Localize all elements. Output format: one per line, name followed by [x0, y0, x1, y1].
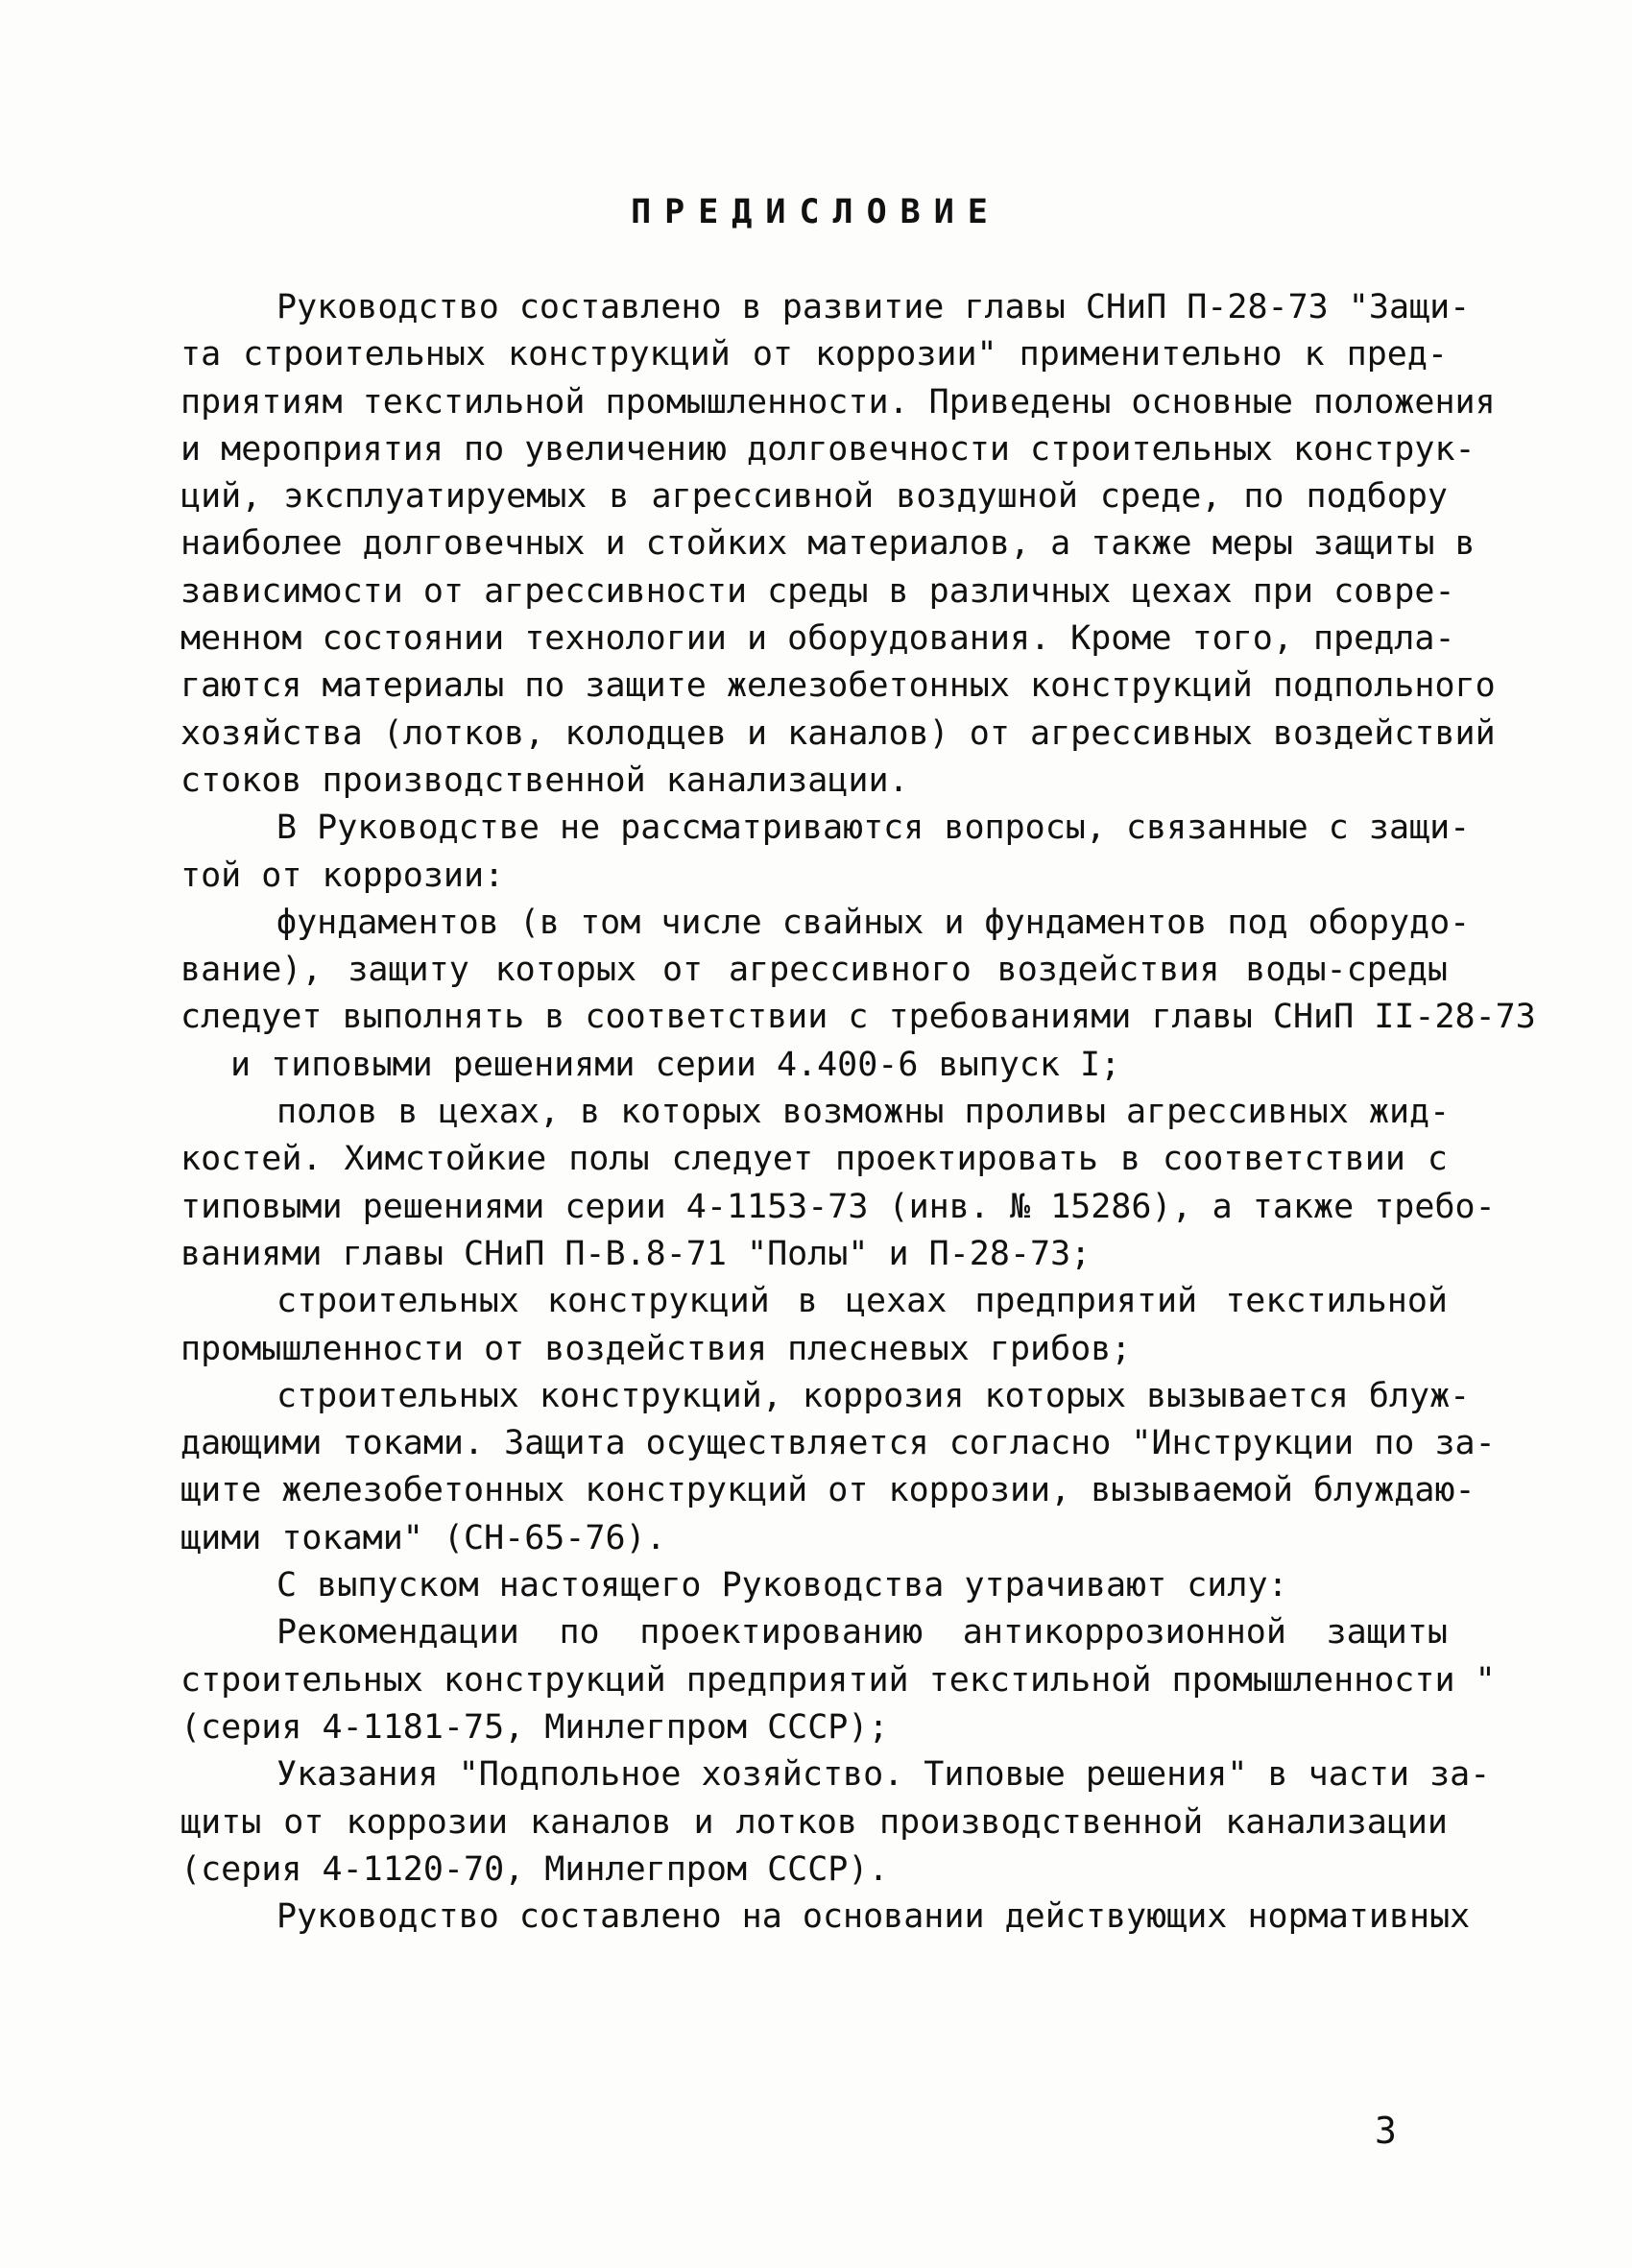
text-line: ваниями главы СНиП П-В.8-71 "Полы" и П-28-73;: [180, 1234, 1092, 1273]
text-line: (серия 4-1120-70, Минлегпром СССР).: [180, 1849, 889, 1889]
text-line: следует выполнять в соответствии с требованиями главы СНиП II-28-73: [180, 998, 1536, 1037]
text-line: Руководство составлено на основании действующих нормативных: [276, 1897, 1471, 1937]
text-line: щими токами" (СН-65-76).: [180, 1518, 666, 1557]
text-line: наиболее долговечных и стойких материалов, а также меры защиты в: [180, 524, 1476, 564]
text-line: щиты от коррозии каналов и лотков производственной канализации: [180, 1802, 1448, 1842]
text-line: промышленности от воздействия плесневых грибов;: [180, 1329, 1132, 1368]
text-line: (серия 4-1181-75, Минлегпром СССР);: [180, 1707, 889, 1747]
text-line: та строительных конструкций от коррозии" применительно к пред-: [180, 335, 1448, 374]
page-title: ПРЕДИСЛОВИЕ: [631, 193, 1001, 231]
text-line: ций, эксплуатируемых в агрессивной воздушной среде, по подбору: [180, 477, 1448, 517]
text-line: той от коррозии:: [180, 856, 505, 895]
text-line: Руководство составлено в развитие главы СНиП П-28-73 "Защи-: [276, 288, 1471, 326]
text-line: щите железобетонных конструкций от коррозии, вызываемой блуждаю-: [180, 1471, 1476, 1510]
text-line: типовыми решениями серии 4-1153-73 (инв. № 15286), а также требо-: [180, 1187, 1496, 1226]
body-text: [180, 284, 1536, 1941]
text-line: В Руководстве не рассматриваются вопросы, связанные с защи-: [276, 808, 1471, 848]
text-line: строительных конструкций в цехах предприятий текстильной: [276, 1282, 1448, 1321]
page-number: 3: [1375, 2110, 1397, 2152]
text-line: строительных конструкций предприятий текстильной промышленности ": [180, 1660, 1496, 1700]
text-line: Рекомендации по проектированию антикоррозионной защиты: [276, 1613, 1448, 1653]
text-line: костей. Химстойкие полы следует проектировать в соответствии с: [180, 1140, 1448, 1179]
text-line: приятиям текстильной промышленности. Приведены основные положения: [180, 382, 1496, 422]
text-line: и мероприятия по увеличению долговечности строительных конструк-: [180, 429, 1476, 469]
text-line: хозяйства (лотков, колодцев и каналов) от агрессивных воздействий: [180, 713, 1496, 753]
text-line: С выпуском настоящего Руководства утрачивают силу:: [276, 1566, 1288, 1605]
text-line: строительных конструкций, коррозия которых вызывается блуж-: [276, 1376, 1471, 1415]
text-line: стоков производственной канализации.: [180, 760, 909, 800]
text-line: дающими токами. Защита осуществляется согласно "Инструкции по за-: [180, 1424, 1496, 1463]
text-line: зависимости от агрессивности среды в различных цехах при совре-: [180, 571, 1455, 611]
text-line: фундаментов (в том числе свайных и фундаментов под оборудо-: [276, 903, 1471, 942]
text-line: полов в цехах, в которых возможны проливы агрессивных жид-: [276, 1093, 1451, 1132]
text-line: вание), защиту которых от агрессивного воздействия воды-среды: [180, 951, 1448, 990]
text-line: гаются материалы по защите железобетонных конструкций подпольного: [180, 666, 1496, 706]
text-line: менном состоянии технологии и оборудования. Кроме того, предла-: [180, 619, 1455, 659]
text-line: Указания "Подпольное хозяйство. Типовые решения" в части за-: [276, 1755, 1491, 1795]
text-line: и типовыми решениями серии 4.400-6 выпуск I;: [230, 1045, 1121, 1084]
